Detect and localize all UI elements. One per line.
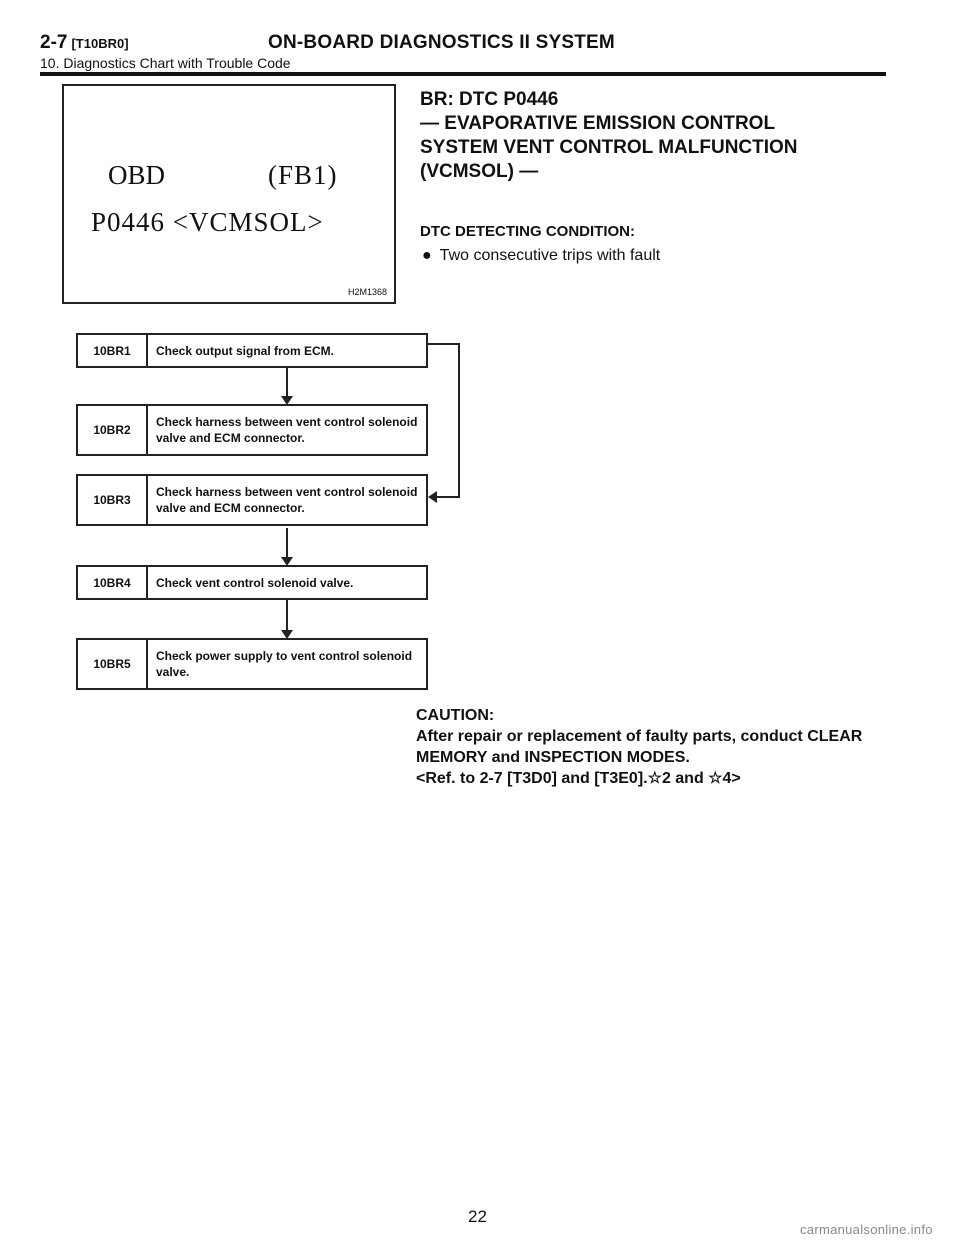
- flow-step-10br1: [76, 333, 428, 368]
- step-code: 10BR5: [78, 640, 148, 688]
- watermark: carmanualsonline.info: [800, 1222, 933, 1237]
- section-code: [T10BR0]: [71, 36, 129, 51]
- bullet-icon: ●: [422, 247, 432, 264]
- caution-block: [416, 705, 886, 789]
- step-code: 10BR4: [78, 567, 148, 598]
- arrow-down-icon: [281, 396, 293, 405]
- header-rule: [40, 72, 886, 76]
- figure-id: H2M1368: [348, 287, 388, 297]
- caution-ref: <Ref. to 2-7 [T3D0] and [T3E0].☆2 and ☆4>: [416, 770, 741, 787]
- section-title-line: SYSTEM VENT CONTROL MALFUNCTION: [420, 137, 798, 158]
- flow-step-10br5: [76, 638, 428, 690]
- screen-dtc-label: P0446 <VCMSOL>: [91, 207, 324, 237]
- condition-item: [422, 247, 660, 265]
- caution-text: After repair or replacement of faulty parts, conduct CLEAR MEMORY and INSPECTION MODES.: [416, 728, 863, 766]
- step-desc: Check vent control solenoid valve.: [156, 575, 354, 590]
- page-number: 22: [468, 1207, 487, 1226]
- bypass-connector: [458, 343, 460, 498]
- screen-obd-label: OBD: [108, 160, 166, 190]
- page-subtitle: 10. Diagnostics Chart with Trouble Code: [40, 55, 291, 71]
- arrow-down-icon: [281, 557, 293, 566]
- condition-title: DTC DETECTING CONDITION:: [420, 223, 635, 240]
- step-desc: Check harness between vent control solenoid valve and ECM connector.: [156, 485, 418, 515]
- arrow-down-icon: [281, 630, 293, 639]
- step-code: 10BR1: [78, 335, 148, 366]
- step-desc: Check power supply to vent control solenoid valve.: [156, 649, 413, 679]
- condition-item-text: Two consecutive trips with fault: [439, 247, 661, 264]
- section-number-text: 2-7: [40, 32, 68, 53]
- section-title-line: — EVAPORATIVE EMISSION CONTROL: [420, 113, 776, 134]
- step-desc: Check output signal from ECM.: [156, 343, 335, 358]
- flow-step-10br4: [76, 565, 428, 600]
- screen-fb1-label: (FB1): [268, 160, 338, 190]
- bypass-connector: [434, 496, 460, 498]
- section-number: [40, 32, 129, 54]
- flow-connector: [286, 600, 288, 632]
- section-title-line: (VCMSOL) —: [420, 161, 539, 182]
- flow-step-10br3: [76, 474, 428, 526]
- step-code: 10BR3: [78, 476, 148, 524]
- flow-connector: [286, 368, 288, 398]
- obd-screen-figure: [62, 84, 396, 304]
- page-title: ON-BOARD DIAGNOSTICS II SYSTEM: [268, 32, 615, 53]
- section-title-line: BR: DTC P0446: [420, 89, 559, 110]
- step-code: 10BR2: [78, 406, 148, 454]
- flow-connector: [286, 528, 288, 559]
- step-desc: Check harness between vent control solenoid valve and ECM connector.: [156, 415, 418, 445]
- arrow-left-icon: [428, 491, 437, 503]
- caution-title: CAUTION:: [416, 707, 495, 724]
- flow-step-10br2: [76, 404, 428, 456]
- bypass-connector: [428, 343, 460, 345]
- section-title: [420, 88, 880, 184]
